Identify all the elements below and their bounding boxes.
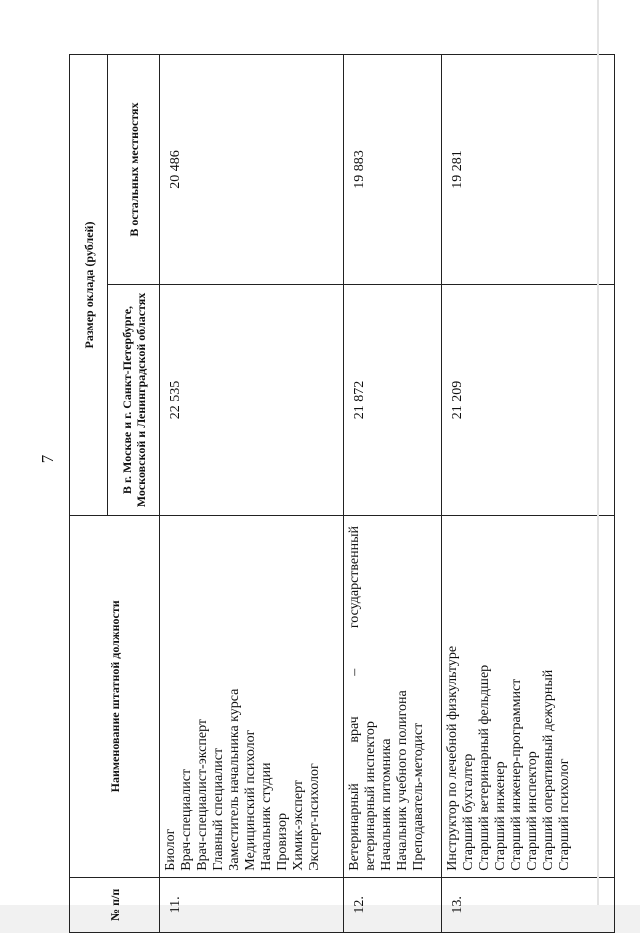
position-name: Инструктор по лечебной физкультуре bbox=[445, 645, 460, 871]
position-name: Биолог bbox=[163, 828, 178, 871]
position-word: Ветеринарный bbox=[347, 783, 362, 871]
position-first-line bbox=[347, 522, 363, 871]
salary-moscow: 21 209 bbox=[442, 285, 615, 516]
position-list bbox=[160, 515, 344, 877]
position-name: Старший инженер-программист bbox=[509, 678, 524, 871]
table-row bbox=[344, 55, 442, 933]
page-edge bbox=[597, 0, 599, 905]
header-other-regions: В остальных местностях bbox=[108, 55, 160, 285]
position-word: – bbox=[347, 668, 362, 676]
position-word: государственный bbox=[347, 525, 362, 629]
position-name: Провизор bbox=[275, 813, 290, 871]
header-salary: Размер оклада (рублей) bbox=[70, 55, 108, 516]
salary-other: 19 883 bbox=[344, 55, 442, 285]
salary-table-frame bbox=[69, 54, 614, 933]
header-num: № п/п bbox=[70, 877, 160, 932]
position-name: Преподаватель-методист bbox=[411, 722, 426, 871]
salary-other: 19 281 bbox=[442, 55, 615, 285]
table-row bbox=[442, 55, 615, 933]
salary-moscow: 21 872 bbox=[344, 285, 442, 516]
table-row bbox=[160, 55, 344, 933]
position-name: Начальник студии bbox=[259, 762, 274, 871]
position-name: Химик-эксперт bbox=[291, 779, 306, 871]
position-name: Медицинский психолог bbox=[243, 729, 258, 871]
header-moscow: В г. Москве и г. Санкт-Петербурге, Московской и Ленинградской областях bbox=[108, 285, 160, 516]
position-name: Старший ветеринарный фельдшер bbox=[477, 664, 492, 871]
position-name: Старший бухгалтер bbox=[461, 753, 476, 871]
position-name: Старший оперативный дежурный bbox=[541, 669, 556, 871]
position-name: Врач-специалист-эксперт bbox=[195, 718, 210, 871]
position-name: Начальник питомника bbox=[379, 738, 394, 871]
position-name: Врач-специалист bbox=[179, 768, 194, 871]
position-name: Заместитель начальника курса bbox=[227, 688, 242, 871]
position-name: Главный специалист bbox=[211, 747, 226, 871]
position-name: Старший инженер bbox=[493, 761, 508, 871]
position-name: Старший психолог bbox=[557, 758, 572, 871]
salary-table bbox=[69, 54, 615, 933]
page-number: 7 bbox=[38, 454, 57, 464]
position-name: Эксперт-психолог bbox=[307, 763, 322, 871]
position-name: ветеринарный инспектор bbox=[363, 721, 378, 871]
position-word: врач bbox=[347, 716, 362, 743]
position-list bbox=[442, 515, 615, 877]
position-list bbox=[344, 515, 442, 877]
header-position-name: Наименование штатной должности bbox=[70, 515, 160, 877]
row-number: 13. bbox=[442, 877, 615, 932]
position-name: Старший инспектор bbox=[525, 751, 540, 871]
row-number: 11. bbox=[160, 877, 344, 932]
row-number: 12. bbox=[344, 877, 442, 932]
salary-moscow: 22 535 bbox=[160, 285, 344, 516]
salary-other: 20 486 bbox=[160, 55, 344, 285]
position-name: Начальник учебного полигона bbox=[395, 690, 410, 871]
header-row-top bbox=[70, 55, 108, 933]
